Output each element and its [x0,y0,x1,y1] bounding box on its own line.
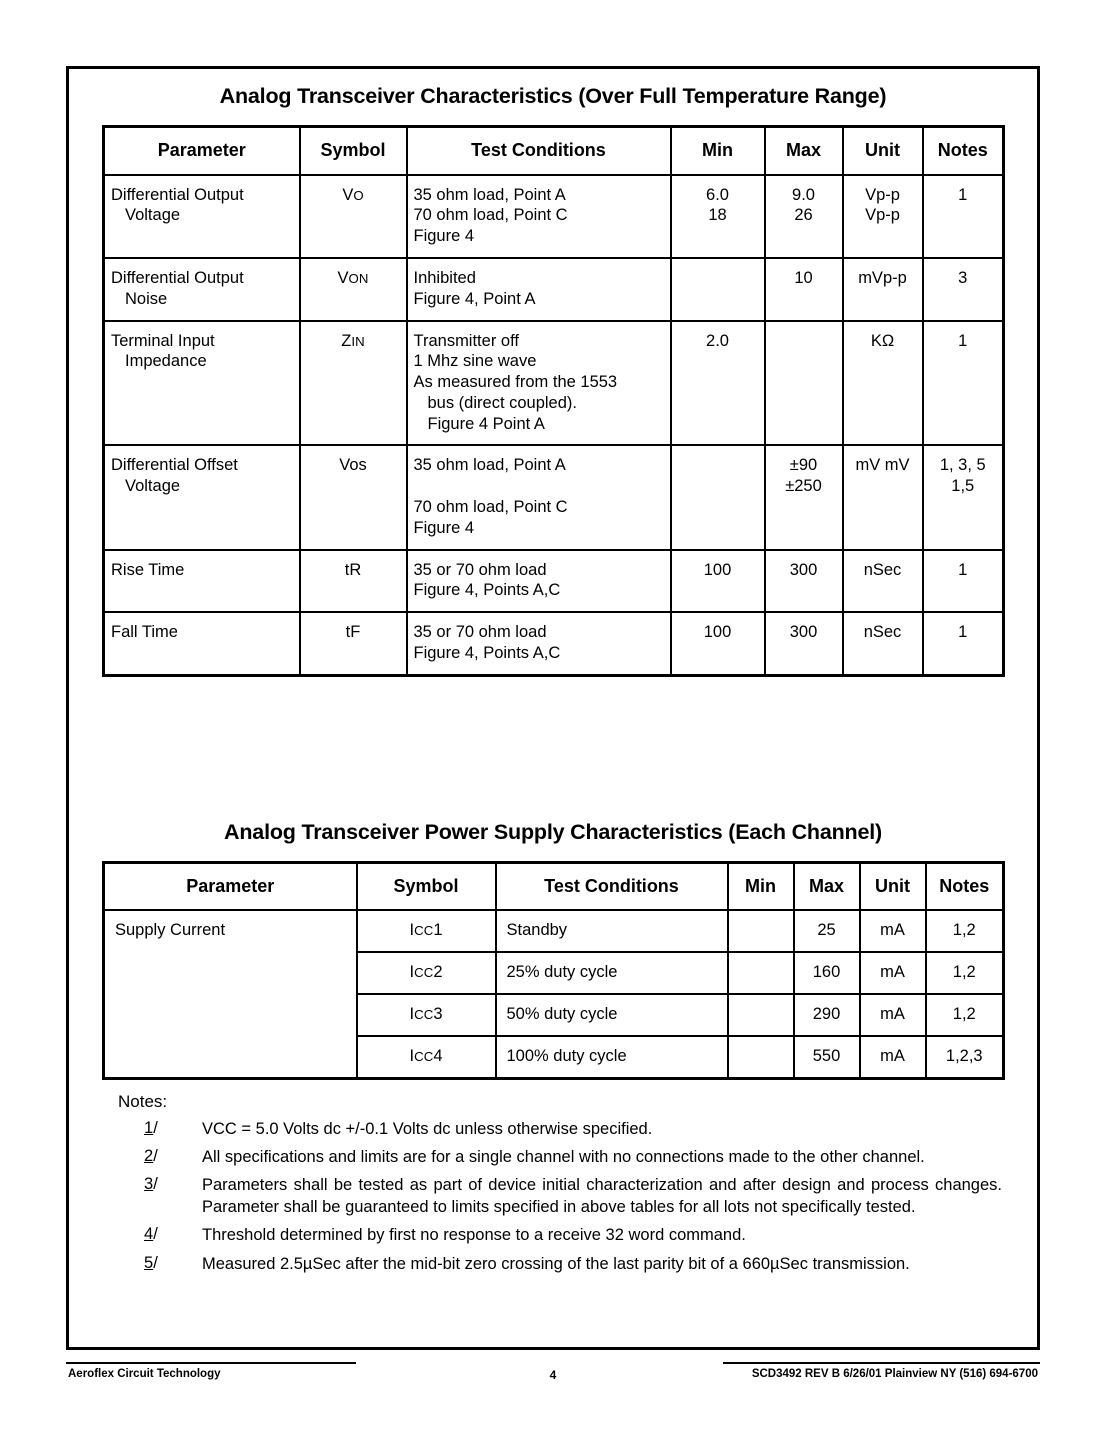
row-max: 300 [765,612,843,675]
symbol-subscript: R [349,560,362,579]
row-parameter: Fall Time [104,612,300,675]
unit-value: Vp-p [865,185,900,204]
table-row [104,321,1004,446]
row-max [765,445,843,549]
table1-header-parameter: Parameter [104,127,300,175]
row-test-conditions [407,175,671,258]
row-max: 290 [794,994,860,1036]
notes-value: 1, 3, 5 [939,456,986,475]
row-max: 300 [765,550,843,613]
row-notes: 3 [923,258,1004,321]
table-row [104,550,1004,613]
parameter-line-2: Impedance [125,352,207,371]
condition-line: Transmitter off [413,331,519,350]
table2-header-symbol: Symbol [357,862,496,910]
row-max: 25 [794,910,860,952]
parameter-line-1: Differential Offset [111,456,238,475]
row-min [671,445,765,549]
parameter-line-2: Voltage [125,206,181,225]
note-item [102,1254,1002,1275]
notes-section [102,1092,1002,1276]
note-text: VCC = 5.0 Volts dc +/-0.1 Volts dc unless otherwise specified. [202,1119,653,1138]
note-text: All specifications and limits are for a single channel with no connections made to the other channel. [202,1147,925,1166]
condition-line: 1 Mhz sine wave [413,352,537,371]
symbol-main: t [345,623,351,642]
table-row [104,612,1004,675]
row-parameter [104,258,300,321]
note-item [102,1225,1002,1246]
condition-line: 35 ohm load, Point A [413,185,566,204]
symbol-main: I [409,1046,415,1065]
row-parameter [104,175,300,258]
row-min [728,994,794,1036]
row-symbol [300,258,407,321]
symbol-subscript: IN [351,333,365,349]
row-test-conditions: 50% duty cycle [496,994,728,1036]
symbol-subscript: F [350,623,361,642]
row-symbol [300,175,407,258]
row-symbol [357,994,496,1036]
row-symbol [357,952,496,994]
power-supply-characteristics-table [102,861,1005,1080]
symbol-index: 3 [433,1004,443,1023]
row-unit: nSec [843,550,923,613]
condition-line: 35 or 70 ohm load [413,623,547,642]
footer-rule-left [66,1362,356,1364]
table1-header-notes: Notes [923,127,1004,175]
row-min [671,258,765,321]
row-test-conditions: 25% duty cycle [496,952,728,994]
symbol-main: I [409,1004,415,1023]
condition-line: 35 ohm load, Point A [413,456,566,475]
symbol-subscript: CC [414,1048,434,1064]
note-text: Parameters shall be tested as part of device initial characterization and after design and process changes. Parameter shall be guaranteed to limits specified in above tables for all lots not specifically tested. [202,1176,1002,1216]
symbol-main: Z [341,331,352,350]
table1-title: Analog Transceiver Characteristics (Over Full Temperature Range) [219,84,887,108]
row-parameter [104,445,300,549]
footer-document-reference: SCD3492 REV B 6/26/01 Plainview NY (516) 694-6700 [751,1368,1038,1380]
min-value: 6.0 [706,185,729,204]
symbol-subscript: CC [414,1006,434,1022]
note-number: 2/ [144,1146,158,1165]
row-unit: nSec [843,612,923,675]
row-symbol [300,445,407,549]
page-content [66,66,1040,1350]
row-parameter-supply-current: Supply Current [104,910,357,1078]
table-row [104,445,1004,549]
row-test-conditions: Standby [496,910,728,952]
row-symbol [300,612,407,675]
row-max: 550 [794,1036,860,1078]
symbol-subscript: os [349,456,367,475]
symbol-main: V [339,456,350,475]
note-text: Threshold determined by first no response to a receive 32 word command. [202,1226,746,1245]
row-symbol [300,550,407,613]
row-max: 160 [794,952,860,994]
condition-line: 70 ohm load, Point C [413,498,568,517]
notes-value: 1,5 [951,477,975,496]
row-unit: mA [860,1036,926,1078]
row-unit [843,175,923,258]
symbol-subscript: CC [414,965,434,981]
table2-header-min: Min [728,862,794,910]
note-number: 4/ [144,1225,158,1244]
condition-line: Figure 4, Point A [413,289,536,308]
symbol-main: I [409,963,415,982]
row-test-conditions [407,445,671,549]
row-symbol [357,1036,496,1078]
row-notes: 1,2,3 [926,1036,1004,1078]
table2-header-test-conditions: Test Conditions [496,862,728,910]
table-row [104,910,1004,952]
note-number: 3/ [144,1175,158,1194]
row-test-conditions [407,258,671,321]
row-test-conditions [407,612,671,675]
table1-header-row [104,127,1004,175]
row-min [728,910,794,952]
max-value: ±250 [785,477,822,496]
condition-line: Inhibited [413,269,476,288]
condition-line: bus (direct coupled). [427,393,577,412]
condition-line: Figure 4, Points A,C [413,581,561,600]
table1-header-min: Min [671,127,765,175]
note-number: 5/ [144,1253,158,1272]
symbol-main: t [344,560,350,579]
symbol-index: 1 [433,921,443,940]
row-unit: mA [860,994,926,1036]
unit-value: mV [855,456,881,475]
row-notes: 1 [923,321,1004,446]
unit-value: Vp-p [865,206,900,225]
row-notes: 1 [923,175,1004,258]
page-footer [66,1362,1040,1402]
row-symbol [300,321,407,446]
max-value: 9.0 [792,185,815,204]
row-notes: 1,2 [926,994,1004,1036]
table2-header-row [104,862,1004,910]
table1-header-test-conditions: Test Conditions [407,127,671,175]
notes-heading: Notes: [118,1091,168,1111]
row-notes [923,445,1004,549]
row-unit [843,445,923,549]
row-notes: 1,2 [926,910,1004,952]
max-value: ±90 [789,456,818,475]
condition-line: As measured from the 1553 [413,373,618,392]
table1-header-max: Max [765,127,843,175]
row-notes: 1,2 [926,952,1004,994]
row-parameter [104,321,300,446]
row-notes: 1 [923,550,1004,613]
footer-page-number: 4 [549,1368,557,1382]
unit-value: mV [884,456,910,475]
parameter-line-1: Differential Output [111,185,244,204]
row-min [728,952,794,994]
condition-spacer [414,476,664,497]
row-unit: mA [860,910,926,952]
parameter-line-2: Noise [125,289,168,308]
symbol-subscript: O [353,187,364,203]
note-item [102,1147,1002,1168]
condition-line: 35 or 70 ohm load [413,560,547,579]
row-min [728,1036,794,1078]
min-value: 18 [708,206,727,225]
parameter-line-2: Voltage [125,477,181,496]
row-notes: 1 [923,612,1004,675]
row-parameter: Rise Time [104,550,300,613]
table2-header-parameter: Parameter [104,862,357,910]
condition-line: Figure 4 [413,227,475,246]
table1-header-symbol: Symbol [300,127,407,175]
note-number: 1/ [144,1118,158,1137]
table2-header-notes: Notes [926,862,1004,910]
row-unit: mVp-p [843,258,923,321]
row-max: 10 [765,258,843,321]
symbol-main: I [409,921,415,940]
condition-line: Figure 4 [413,518,475,537]
symbol-index: 2 [433,963,443,982]
row-test-conditions: 100% duty cycle [496,1036,728,1078]
row-max [765,175,843,258]
symbol-subscript: ON [348,271,369,287]
row-symbol [357,910,496,952]
row-min: 100 [671,612,765,675]
symbol-index: 4 [433,1046,443,1065]
symbol-subscript: CC [414,923,434,939]
footer-company: Aeroflex Circuit Technology [68,1368,221,1380]
table2-header-unit: Unit [860,862,926,910]
table-row [104,258,1004,321]
row-test-conditions [407,550,671,613]
symbol-main: V [337,269,349,288]
row-unit: mA [860,952,926,994]
condition-line: Figure 4, Points A,C [413,643,561,662]
table1-header-unit: Unit [843,127,923,175]
table-row [104,175,1004,258]
row-test-conditions [407,321,671,446]
row-min: 100 [671,550,765,613]
symbol-main: V [342,185,354,204]
note-text: Measured 2.5µSec after the mid-bit zero crossing of the last parity bit of a 660µSec transmission. [202,1254,910,1273]
row-min: 2.0 [671,321,765,446]
max-value: 26 [794,206,813,225]
row-min [671,175,765,258]
footer-rule-right [723,1362,1040,1364]
condition-line: Figure 4 Point A [427,414,545,433]
note-item [102,1175,1002,1218]
row-unit: KΩ [843,321,923,446]
row-max [765,321,843,446]
table2-header-max: Max [794,862,860,910]
condition-line: 70 ohm load, Point C [413,206,568,225]
analog-transceiver-characteristics-table [102,125,1005,677]
note-item [102,1119,1002,1140]
parameter-line-1: Differential Output [111,269,244,288]
table2-title: Analog Transceiver Power Supply Characteristics (Each Channel) [224,819,882,844]
parameter-line-1: Terminal Input [111,331,215,350]
section-gap [102,677,1004,820]
